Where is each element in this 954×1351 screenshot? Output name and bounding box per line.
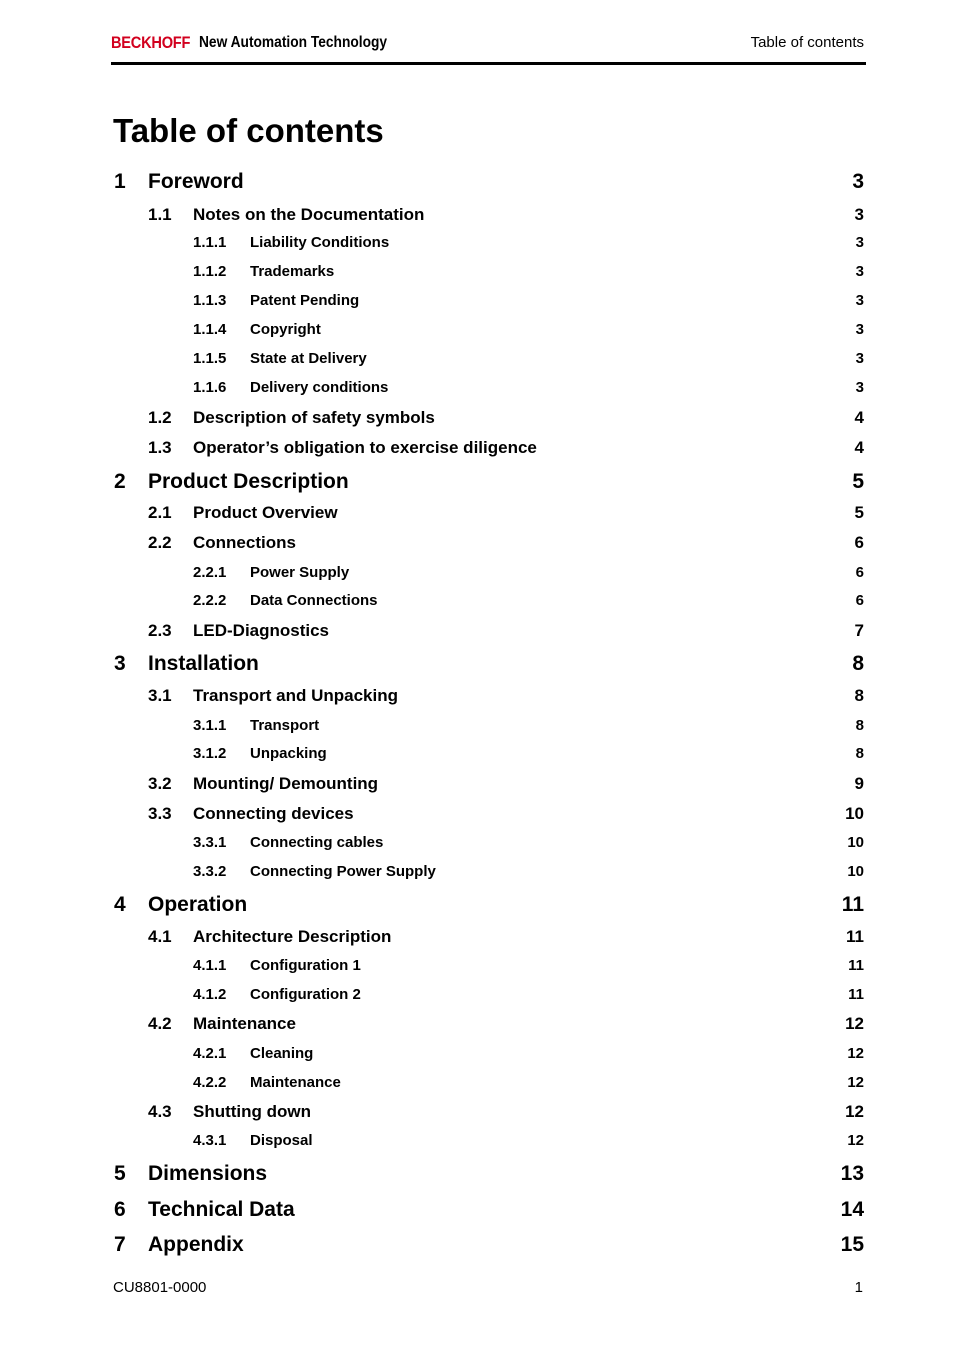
toc-entry-label[interactable]: State at Delivery bbox=[250, 350, 367, 367]
toc-entry-number: 1.1.6 bbox=[193, 379, 227, 396]
toc-entry-label[interactable]: Unpacking bbox=[250, 745, 327, 762]
toc-entry-label[interactable]: Liability Conditions bbox=[250, 234, 390, 251]
toc-entry-page[interactable]: 12 bbox=[847, 1045, 864, 1062]
toc-entry-label[interactable]: Maintenance bbox=[193, 1014, 296, 1033]
toc-entry-page[interactable]: 11 bbox=[848, 986, 864, 1003]
toc-entry-label[interactable]: Connecting Power Supply bbox=[250, 863, 436, 880]
toc-entry-page[interactable]: 12 bbox=[845, 1014, 864, 1033]
toc-entry-page[interactable]: 6 bbox=[855, 564, 864, 581]
toc-entry-number: 3 bbox=[114, 652, 126, 675]
toc-entry-label[interactable]: LED-Diagnostics bbox=[193, 621, 330, 640]
toc-entry-page[interactable]: 12 bbox=[847, 1132, 864, 1149]
toc-entry-page[interactable]: 3 bbox=[855, 292, 864, 309]
toc-entry-label[interactable]: Dimensions bbox=[148, 1162, 268, 1185]
toc-entry-number: 1.1 bbox=[148, 205, 172, 224]
toc-entry-label[interactable]: Operator’s obligation to exercise diligence bbox=[193, 438, 537, 457]
toc-entry-page[interactable]: 10 bbox=[847, 834, 864, 851]
toc-entry-page[interactable]: 12 bbox=[847, 1074, 864, 1091]
toc-entry-page[interactable]: 13 bbox=[840, 1162, 864, 1185]
toc-entry-page[interactable]: 7 bbox=[854, 621, 864, 640]
toc-entry-page[interactable]: 8 bbox=[852, 652, 864, 675]
toc-entry-page[interactable]: 4 bbox=[854, 438, 864, 457]
toc-entry-label[interactable]: Architecture Description bbox=[193, 927, 392, 946]
toc-entry-label[interactable]: Product Overview bbox=[193, 503, 338, 522]
toc-entry-page[interactable]: 5 bbox=[854, 503, 864, 522]
toc-entry-page[interactable]: 3 bbox=[855, 234, 864, 251]
toc-entry-number: 3.3.1 bbox=[193, 834, 227, 851]
toc-entry-number: 2 bbox=[114, 470, 126, 493]
toc-entry-number: 2.3 bbox=[148, 621, 172, 640]
toc-entry-label[interactable]: Transport and Unpacking bbox=[193, 686, 398, 705]
toc-entry-page[interactable]: 10 bbox=[847, 863, 864, 880]
toc-entry-page[interactable]: 12 bbox=[845, 1102, 864, 1121]
header-section-title: Table of contents bbox=[750, 34, 864, 51]
toc-entry-number: 6 bbox=[114, 1198, 126, 1221]
toc-entry-number: 1.1.1 bbox=[193, 234, 227, 251]
toc-entry-label[interactable]: Patent Pending bbox=[250, 292, 360, 309]
page-title: Table of contents bbox=[113, 112, 384, 149]
toc-entry-page[interactable]: 6 bbox=[854, 533, 864, 552]
toc-entry-label[interactable]: Configuration 1 bbox=[250, 957, 361, 974]
toc-entry-page[interactable]: 6 bbox=[855, 592, 864, 609]
toc-entry-label[interactable]: Foreword bbox=[148, 170, 244, 193]
toc-entry-label[interactable]: Mounting/ Demounting bbox=[193, 774, 379, 793]
toc-entry-number: 4.2.1 bbox=[193, 1045, 227, 1062]
toc-entry-page[interactable]: 3 bbox=[855, 263, 864, 280]
toc-entry-label[interactable]: Copyright bbox=[250, 321, 321, 338]
toc-entry-page[interactable]: 9 bbox=[854, 774, 864, 793]
toc-entry-label[interactable]: Connecting cables bbox=[250, 834, 384, 851]
toc-entry-number: 2.2 bbox=[148, 533, 172, 552]
toc-entry-label[interactable]: Shutting down bbox=[193, 1102, 312, 1121]
toc-entry-page[interactable]: 3 bbox=[852, 170, 864, 193]
toc-entry-label[interactable]: Operation bbox=[148, 893, 248, 916]
toc-entry-number: 1.1.4 bbox=[193, 321, 227, 338]
toc-entry-page[interactable]: 11 bbox=[841, 893, 864, 916]
toc-entry-number: 4.2.2 bbox=[193, 1074, 227, 1091]
toc-entry-number: 1.1.3 bbox=[193, 292, 227, 309]
toc-entry-number: 4.3.1 bbox=[193, 1132, 227, 1149]
footer-page-number: 1 bbox=[854, 1279, 863, 1296]
toc-entry-page[interactable]: 14 bbox=[840, 1198, 864, 1221]
toc-entry-number: 5 bbox=[114, 1162, 126, 1185]
toc-entry-label[interactable]: Trademarks bbox=[250, 263, 335, 280]
footer-doc-id: CU8801-0000 bbox=[113, 1279, 207, 1296]
toc-entry-number: 3.1.1 bbox=[193, 717, 227, 734]
toc-entry-number: 1.1.5 bbox=[193, 350, 227, 367]
toc-entry-page[interactable]: 3 bbox=[855, 379, 864, 396]
toc-entry-label[interactable]: Installation bbox=[148, 652, 259, 675]
logo-brand: BECKHOFF bbox=[111, 33, 191, 52]
toc-entry-number: 3.1 bbox=[148, 686, 172, 705]
toc-entry-number: 7 bbox=[114, 1233, 126, 1256]
toc-entry-page[interactable]: 11 bbox=[846, 927, 864, 946]
toc-entry-page[interactable]: 15 bbox=[840, 1233, 864, 1256]
toc-entry-page[interactable]: 11 bbox=[848, 957, 864, 974]
toc-entry-number: 3.3 bbox=[148, 804, 172, 823]
toc-entry-page[interactable]: 3 bbox=[855, 350, 864, 367]
toc-entry-number: 3.3.2 bbox=[193, 863, 227, 880]
toc-entry-label[interactable]: Delivery conditions bbox=[250, 379, 389, 396]
toc-entry-page[interactable]: 10 bbox=[845, 804, 864, 823]
toc-entry-number: 4.1.2 bbox=[193, 986, 227, 1003]
toc-entry-label[interactable]: Maintenance bbox=[250, 1074, 341, 1091]
toc-entry-label[interactable]: Notes on the Documentation bbox=[193, 205, 425, 224]
toc-entry-label[interactable]: Cleaning bbox=[250, 1045, 314, 1062]
toc-entry-page[interactable]: 8 bbox=[855, 717, 864, 734]
toc-entry-page[interactable]: 8 bbox=[855, 745, 864, 762]
toc-entry-page[interactable]: 3 bbox=[854, 205, 864, 224]
toc-entry-page[interactable]: 3 bbox=[855, 321, 864, 338]
toc-entry-label[interactable]: Connecting devices bbox=[193, 804, 354, 823]
toc-entry-number: 4 bbox=[114, 893, 126, 916]
toc-entry-label[interactable]: Connections bbox=[193, 533, 296, 552]
toc-entry-label[interactable]: Product Description bbox=[148, 470, 349, 493]
toc-entry-label[interactable]: Appendix bbox=[148, 1233, 244, 1256]
toc-entry-label[interactable]: Disposal bbox=[250, 1132, 313, 1149]
toc-entry-number: 4.1 bbox=[148, 927, 172, 946]
toc-entry-number: 2.2.2 bbox=[193, 592, 227, 609]
toc-entry-number: 1.2 bbox=[148, 408, 172, 427]
toc-entry-label[interactable]: Data Connections bbox=[250, 592, 378, 609]
toc-entry-number: 4.2 bbox=[148, 1014, 172, 1033]
toc-entry-label[interactable]: Technical Data bbox=[148, 1198, 295, 1221]
toc-entry-number: 3.1.2 bbox=[193, 745, 227, 762]
toc-entry-label[interactable]: Description of safety symbols bbox=[193, 408, 435, 427]
logo-tagline: New Automation Technology bbox=[199, 34, 388, 51]
toc-entry-number: 2.1 bbox=[148, 503, 172, 522]
toc-entry-page[interactable]: 5 bbox=[852, 470, 864, 493]
toc-entry-number: 4.3 bbox=[148, 1102, 172, 1121]
toc-entry-label[interactable]: Power Supply bbox=[250, 564, 350, 581]
toc-entry-page[interactable]: 4 bbox=[854, 408, 864, 427]
toc-entry-number: 1.1.2 bbox=[193, 263, 227, 280]
toc-entry-label[interactable]: Configuration 2 bbox=[250, 986, 361, 1003]
toc-entry-page[interactable]: 8 bbox=[854, 686, 864, 705]
toc-entry-number: 1.3 bbox=[148, 438, 172, 457]
toc-entry-label[interactable]: Transport bbox=[250, 717, 320, 734]
toc-entry-number: 2.2.1 bbox=[193, 564, 227, 581]
toc-entry-number: 3.2 bbox=[148, 774, 172, 793]
toc-entry-number: 1 bbox=[114, 170, 126, 193]
toc-entry-number: 4.1.1 bbox=[193, 957, 227, 974]
